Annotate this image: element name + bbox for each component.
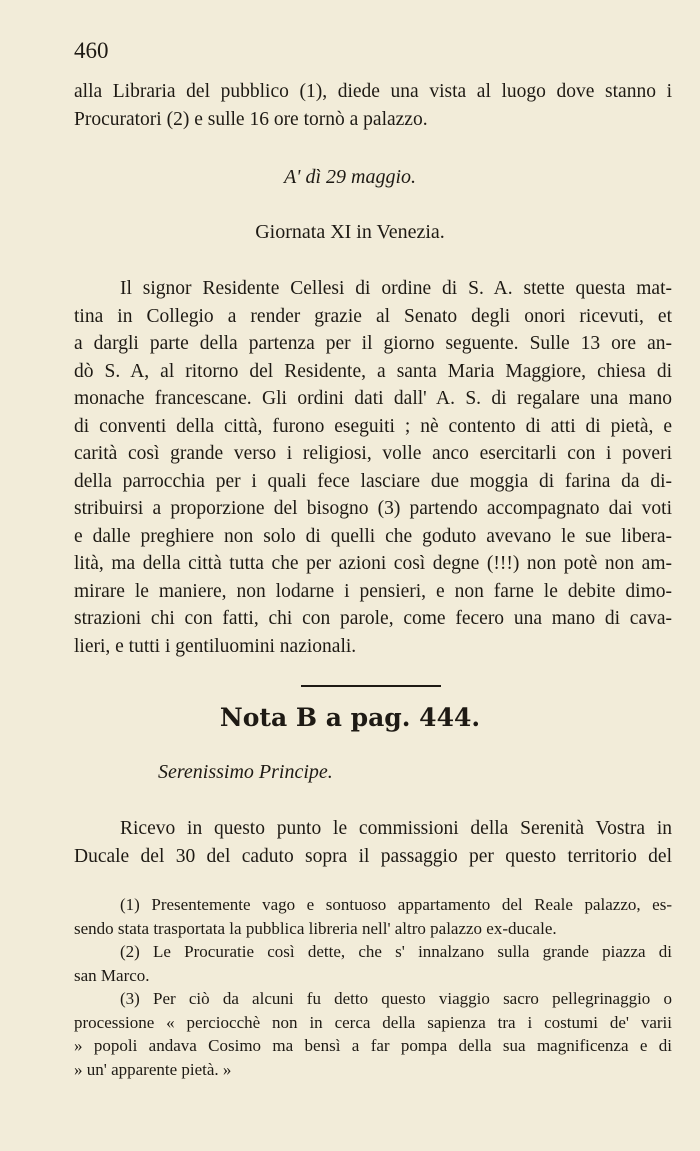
text-line: dò S. A, al ritorno del Residente, a santa Maria Maggiore, chiesa di (74, 360, 672, 382)
text-line: stribuirsi a proporzione del bisogno (3) partendo accompagnato dai voti (74, 498, 672, 519)
footnote-line: (1) Presentemente vago e sontuoso appartamento del Reale palazzo, es- (120, 895, 672, 914)
text-line: monache francescane. Gli ordini dati dall' A. S. di regalare una mano (74, 388, 672, 409)
text-line: carità così grande verso i religiosi, volle anco esercitarli con i poveri (74, 443, 672, 464)
footnotes (74, 893, 672, 1081)
text-line: a dargli parte della partenza per il giorno seguente. Sulle 13 ore an- (74, 333, 672, 354)
text-line: strazioni chi con fatti, chi con parole, come fecero una mano di cava- (74, 608, 672, 629)
text-line: Procuratori (2) e sulle 16 ore tornò a palazzo. (74, 108, 428, 130)
footnote-line: » popoli andava Cosimo ma bensì a far pompa della sua magnificenza e di (74, 1036, 672, 1055)
nota-heading: Nota B a pag. 444. (219, 703, 481, 732)
text-line: mirare le maniere, non lodarne i pensieri, e non farne le debite dimo- (74, 580, 672, 602)
top-paragraph (74, 78, 672, 133)
footnote-line: san Marco. (74, 965, 150, 985)
text-line: di conventi della città, furono eseguiti ; nè contento di atti di pietà, e (74, 415, 672, 437)
text-line: Ricevo in questo punto le commissioni della Serenità Vostra in (120, 818, 672, 839)
text-line: alla Libraria del pubblico (1), diede una vista al luogo dove stanno i (74, 81, 672, 102)
date-heading: A' dì 29 maggio. (283, 166, 417, 188)
day-heading: Giornata XI in Venezia. (255, 221, 445, 243)
footnote-line: processione « perciocchè non in cerca della sapienza tra i costumi de' varii (74, 1012, 672, 1032)
text-line: e dalle preghiere non solo di quelli che goduto avevano le sue libera- (74, 525, 672, 547)
footnote-line: (3) Per ciò da alcuni fu detto questo viaggio sacro pellegrinaggio o (120, 989, 672, 1008)
text-line: della parrocchia per i quali fece lasciare due moggia di farina da di- (74, 470, 672, 492)
text-line: Il signor Residente Cellesi di ordine di S. A. stette questa mat- (120, 278, 672, 299)
text-line: lità, ma della città tutta che per azioni così degne (!!!) non potè non am- (74, 553, 672, 574)
text-line: tina in Collegio a render grazie al Senato degli onori ricevuti, et (74, 305, 672, 327)
page-number: 460 (74, 38, 109, 63)
section-divider (301, 685, 441, 687)
footnote-line: » un' apparente pietà. » (74, 1059, 232, 1079)
letter-paragraph (74, 815, 672, 870)
text-line: Ducale del 30 del caduto sopra il passaggio per questo territorio del (74, 845, 672, 867)
footnote-line: sendo stata trasportata la pubblica libreria nell' altro palazzo ex-ducale. (74, 918, 557, 938)
salutation: Serenissimo Principe. (158, 761, 333, 783)
main-paragraph (74, 275, 672, 660)
footnote-line: (2) Le Procuratie così dette, che s' innalzano sulla grande piazza di (120, 942, 672, 961)
text-line: lieri, e tutti i gentiluomini nazionali. (74, 635, 357, 657)
